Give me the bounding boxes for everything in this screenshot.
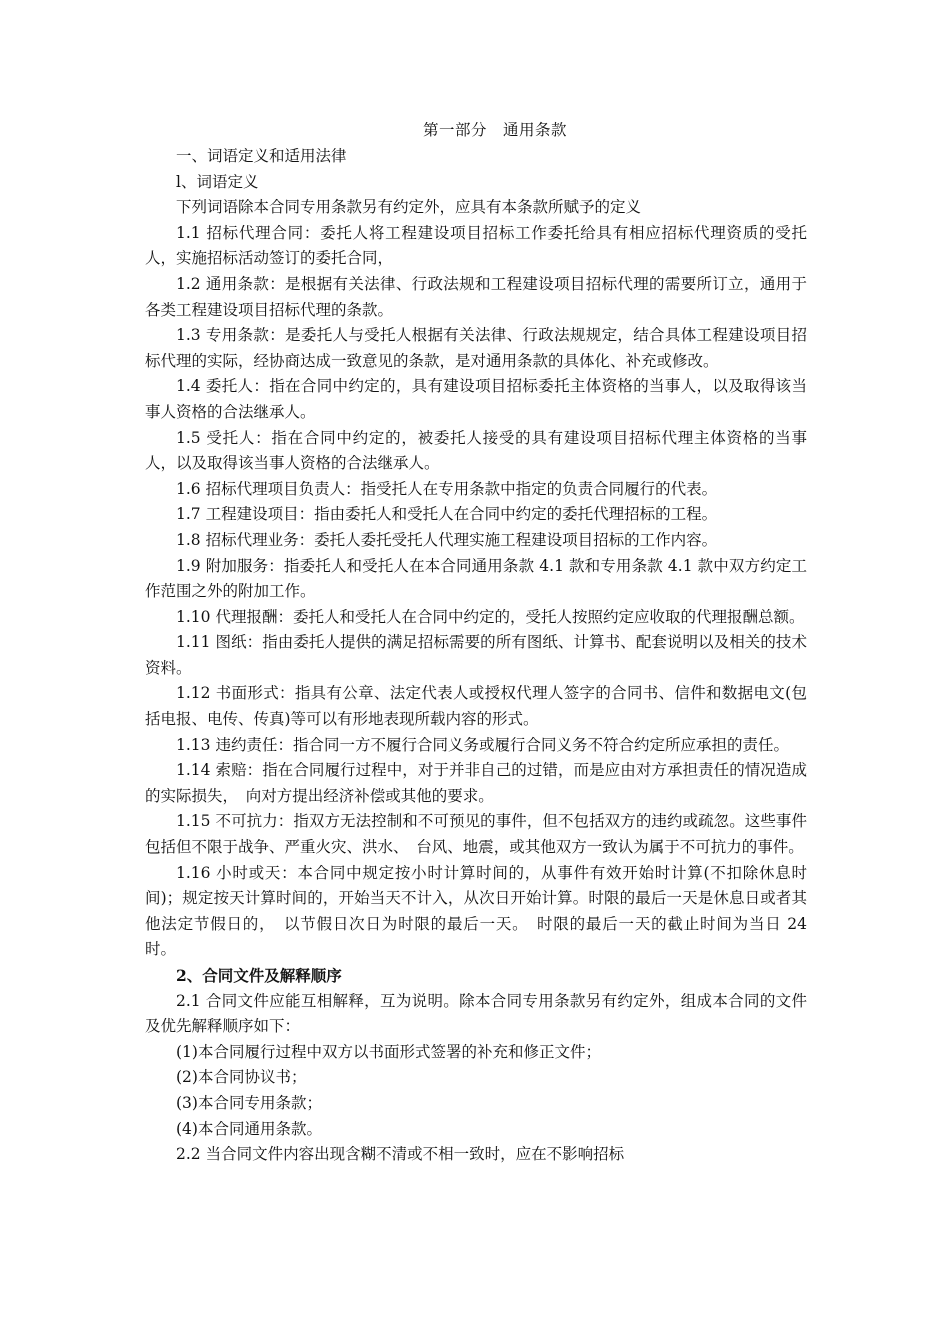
subsection-heading: l、词语定义 bbox=[176, 172, 259, 191]
paragraph: 2.2 当合同文件内容出现含糊不清或不相一致时，应在不影响招标 bbox=[176, 1145, 625, 1164]
paragraph: 1.5 受托人：指在合同中约定的，被委托人接受的具有建设项目招标代理主体资格的当事人，以及取得该当事人资格的合法继承人。 bbox=[145, 428, 807, 473]
paragraph: 1.6 招标代理项目负责人：指受托人在专用条款中指定的负责合同履行的代表。 bbox=[176, 479, 718, 498]
paragraph: 1.15 不可抗力：指双方无法控制和不可预见的事件，但不包括双方的违约或疏忽。这些事件包括但不限于战争、严重火灾、洪水、 台风、地震，或其他双方一致认为属于不可抗力的事件。 bbox=[145, 812, 807, 857]
subsection-heading: 2、合同文件及解释顺序 bbox=[176, 966, 342, 985]
paragraph: 1.11 图纸：指由委托人提供的满足招标需要的所有图纸、计算书、配套说明以及相关的技术资料。 bbox=[145, 633, 807, 677]
paragraph: 1.16 小时或天：本合同中规定按小时计算时间的，从事件有效开始时计算(不扣除休息时间)；规定按天计算时间的，开始当天不计入，从次日开始计算。时限的最后一天是休息日或者其他法定节假日的， 以节假日次日为时限的最后一天。 时限的最后一天的截止时间为当日 24 时。 bbox=[145, 863, 807, 959]
paragraph: 1.4 委托人：指在合同中约定的，具有建设项目招标委托主体资格的当事人，以及取得该当事人资格的合法继承人。 bbox=[145, 377, 807, 421]
paragraph: 2.1 合同文件应能互相解释，互为说明。除本合同专用条款另有约定外，组成本合同的文件及优先解释顺序如下： bbox=[145, 991, 807, 1036]
paragraph: 1.1 招标代理合同：委托人将工程建设项目招标工作委托给具有相应招标代理资质的受托人，实施招标活动签订的委托合同， bbox=[145, 223, 807, 268]
document-body bbox=[145, 144, 807, 1168]
page-title: 第一部分 通用条款 bbox=[422, 121, 567, 139]
list-item: (2)本合同协议书； bbox=[176, 1068, 307, 1087]
paragraph: 1.9 附加服务：指委托人和受托人在本合同通用条款 4.1 款和专用条款 4.1 款中双方约定工作范围之外的附加工作。 bbox=[145, 556, 807, 601]
paragraph: 1.10 代理报酬：委托人和受托人在合同中约定的，受托人按照约定应收取的代理报酬总额。 bbox=[176, 607, 805, 626]
section-heading: 一、词语定义和适用法律 bbox=[176, 147, 347, 165]
list-item: (3)本合同专用条款； bbox=[176, 1093, 322, 1112]
paragraph: 1.12 书面形式：指具有公章、法定代表人或授权代理人签字的合同书、信件和数据电文(包括电报、电传、传真)等可以有形地表现所载内容的形式。 bbox=[145, 684, 807, 729]
paragraph: 1.13 违约责任：指合同一方不履行合同义务或履行合同义务不符合约定所应承担的责任。 bbox=[176, 735, 789, 754]
paragraph: 1.3 专用条款：是委托人与受托人根据有关法律、行政法规规定，结合具体工程建设项目招标代理的实际，经协商达成一致意见的条款，是对通用条款的具体化、补充或修改。 bbox=[145, 326, 807, 370]
list-item: (1)本合同履行过程中双方以书面形式签署的补充和修正文件； bbox=[176, 1042, 601, 1061]
paragraph: 1.14 索赔：指在合同履行过程中，对于并非自己的过错，而是应由对方承担责任的情况造成的实际损失， 向对方提出经济补偿或其他的要求。 bbox=[145, 761, 807, 805]
list-item: (4)本合同通用条款。 bbox=[176, 1119, 322, 1138]
paragraph: 1.2 通用条款：是根据有关法律、行政法规和工程建设项目招标代理的需要所订立，通用于各类工程建设项目招标代理的条款。 bbox=[145, 274, 807, 319]
paragraph: 下列词语除本合同专用条款另有约定外，应具有本条款所赋予的定义 bbox=[176, 198, 642, 217]
paragraph: 1.8 招标代理业务：委托人委托受托人代理实施工程建设项目招标的工作内容。 bbox=[176, 530, 718, 549]
paragraph: 1.7 工程建设项目：指由委托人和受托人在合同中约定的委托代理招标的工程。 bbox=[176, 505, 718, 524]
